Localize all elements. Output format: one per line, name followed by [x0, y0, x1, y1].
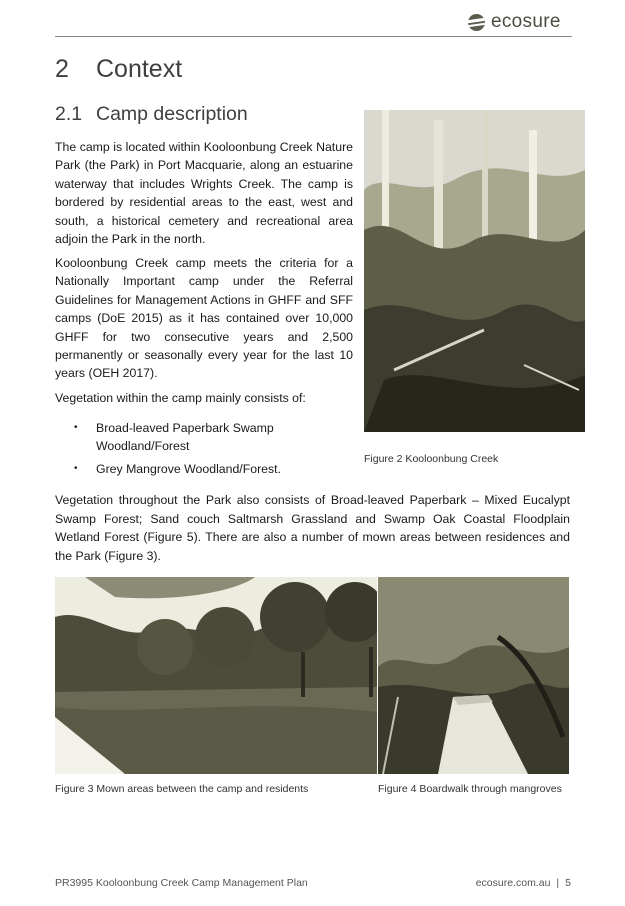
subsection-heading: [55, 103, 248, 126]
photo-kooloonbung-creek: [364, 110, 585, 432]
ecosure-logo-icon: [468, 14, 485, 31]
section-number: 2: [55, 55, 69, 83]
figure-4-caption: Figure 4 Boardwalk through mangroves: [378, 783, 562, 795]
list-item-text: Broad-leaved Paperbark Swamp Woodland/Forest: [96, 421, 274, 453]
page-number: 5: [565, 877, 571, 889]
subsection-number: 2.1: [55, 103, 83, 125]
figure-3-caption: Figure 3 Mown areas between the camp and residents: [55, 783, 309, 795]
subsection-title: Camp description: [96, 103, 248, 125]
footer-separator: |: [556, 877, 560, 889]
paragraph-camp-criteria: Kooloonbung Creek camp meets the criteria for a Nationally Important camp under the Referral Guidelines for Management Actions in GHFF and SFF camps (DoE 2015) as it has contained over 10,000 GHFF for two consecutive years and 2,500 permanently or seasonally every year for the last 10 years (OEH 2017).: [55, 256, 353, 381]
paragraph-camp-location: The camp is located within Kooloonbung Creek Nature Park (the Park) in Port Macquarie, along an estuarine waterway that includes Wrights Creek. The camp is bordered by residential areas to the east, west and south, a historical cemetery and recreational area adjoin the Park in the north.: [55, 140, 353, 247]
footer-website: ecosure.com.au: [475, 877, 551, 889]
footer-page-info: [476, 877, 571, 889]
list-item-text: Grey Mangrove Woodland/Forest.: [96, 462, 281, 476]
ecosure-logo: [468, 11, 561, 33]
photo-boardwalk-mangroves: [378, 577, 569, 774]
section-title: Context: [96, 55, 183, 83]
figure-2-caption: Figure 2 Kooloonbung Creek: [364, 453, 499, 465]
footer-document-title: PR3995 Kooloonbung Creek Camp Management Plan: [55, 877, 308, 889]
logo-text: ecosure: [491, 11, 561, 32]
list-item: [55, 460, 353, 478]
vegetation-list: [55, 419, 353, 483]
photo-mown-areas: [55, 577, 377, 774]
bullet-icon: •: [74, 463, 78, 474]
paragraph-vegetation-intro: Vegetation within the camp mainly consists of:: [55, 391, 306, 405]
list-item: [55, 419, 353, 455]
section-heading: [55, 55, 182, 84]
paragraph-park-vegetation: Vegetation throughout the Park also consists of Broad-leaved Paperbark – Mixed Eucalypt Swamp Forest; Sand couch Saltmarsh Grassland and Swamp Oak Coastal Floodplain Wetland Forest (Figure 5). There are also a number of mown areas between residences and the Park (Figure 3).: [55, 493, 570, 563]
bullet-icon: •: [74, 422, 78, 433]
header-rule: [55, 36, 572, 37]
